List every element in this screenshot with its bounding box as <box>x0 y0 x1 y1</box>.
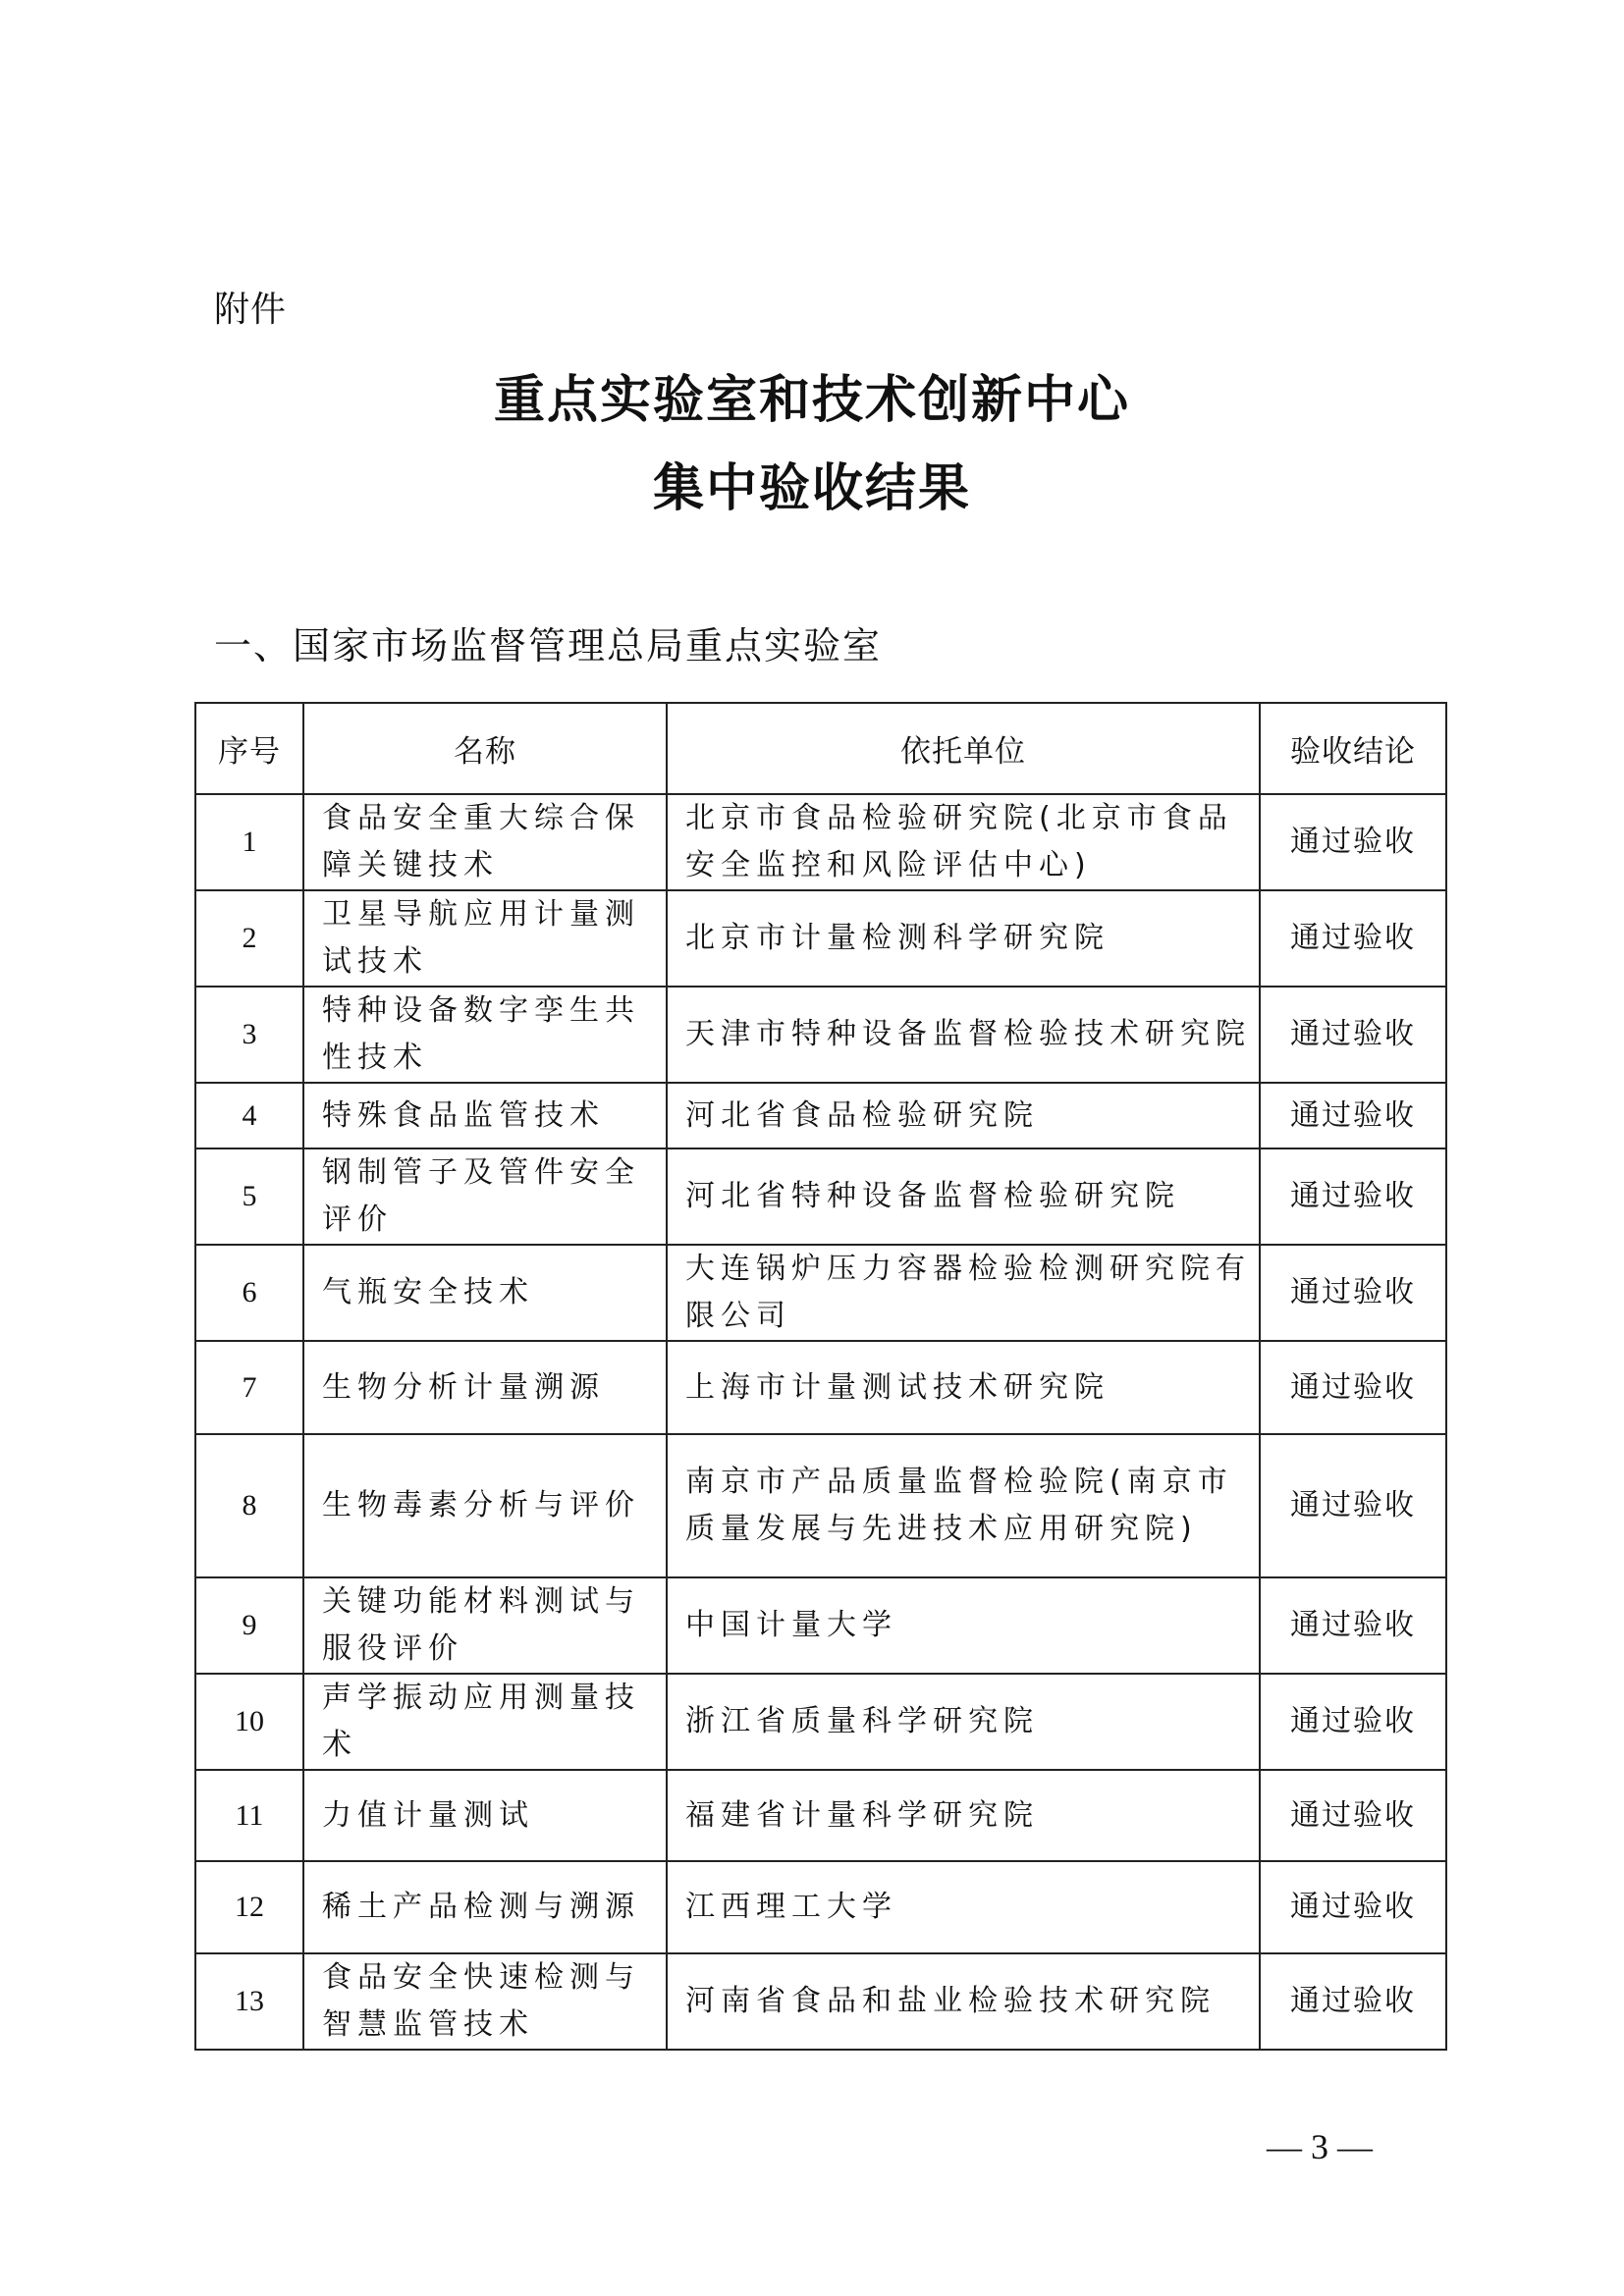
document-title-line-1: 重点实验室和技术创新中心 <box>493 370 1130 430</box>
table-row <box>195 1770 1446 1861</box>
row-org: 福建省计量科学研究院 <box>667 1770 1260 1861</box>
row-no: 13 <box>195 1953 303 2050</box>
header-result: 验收结论 <box>1260 703 1446 794</box>
table-row <box>195 1953 1446 2050</box>
row-result: 通过验收 <box>1260 794 1446 890</box>
table-row <box>195 1861 1446 1953</box>
row-no: 6 <box>195 1245 303 1341</box>
page-number: — 3 — <box>1267 2127 1373 2166</box>
row-name: 钢制管子及管件安全评价 <box>303 1148 667 1245</box>
document-title-line-2: 集中验收结果 <box>652 458 971 518</box>
row-result: 通过验收 <box>1260 1861 1446 1953</box>
row-name: 特种设备数字孪生共性技术 <box>303 987 667 1083</box>
table-row <box>195 1245 1446 1341</box>
row-name: 卫星导航应用计量测试技术 <box>303 890 667 987</box>
row-no: 7 <box>195 1341 303 1434</box>
row-org: 中国计量大学 <box>667 1577 1260 1674</box>
row-name: 生物毒素分析与评价 <box>303 1434 667 1577</box>
table-row <box>195 794 1446 890</box>
table-row <box>195 1577 1446 1674</box>
table-row <box>195 890 1446 987</box>
row-no: 8 <box>195 1434 303 1577</box>
row-result: 通过验收 <box>1260 1341 1446 1434</box>
table-row <box>195 1341 1446 1434</box>
row-result: 通过验收 <box>1260 1674 1446 1770</box>
row-org: 南京市产品质量监督检验院(南京市质量发展与先进技术应用研究院) <box>667 1434 1260 1577</box>
results-table <box>194 702 1447 2051</box>
row-org: 河北省食品检验研究院 <box>667 1083 1260 1148</box>
row-result: 通过验收 <box>1260 1148 1446 1245</box>
row-org: 大连锅炉压力容器检验检测研究院有限公司 <box>667 1245 1260 1341</box>
row-name: 关键功能材料测试与服役评价 <box>303 1577 667 1674</box>
row-result: 通过验收 <box>1260 987 1446 1083</box>
table-row <box>195 1083 1446 1148</box>
row-no: 5 <box>195 1148 303 1245</box>
row-org: 北京市计量检测科学研究院 <box>667 890 1260 987</box>
row-no: 1 <box>195 794 303 890</box>
table-header-row <box>195 703 1446 794</box>
row-org: 河北省特种设备监督检验研究院 <box>667 1148 1260 1245</box>
table-row <box>195 1674 1446 1770</box>
row-name: 食品安全重大综合保障关键技术 <box>303 794 667 890</box>
row-name: 声学振动应用测量技术 <box>303 1674 667 1770</box>
row-org: 江西理工大学 <box>667 1861 1260 1953</box>
row-result: 通过验收 <box>1260 1770 1446 1861</box>
row-no: 9 <box>195 1577 303 1674</box>
row-no: 11 <box>195 1770 303 1861</box>
row-org: 河南省食品和盐业检验技术研究院 <box>667 1953 1260 2050</box>
row-org: 浙江省质量科学研究院 <box>667 1674 1260 1770</box>
row-no: 12 <box>195 1861 303 1953</box>
header-no: 序号 <box>195 703 303 794</box>
row-name: 力值计量测试 <box>303 1770 667 1861</box>
row-name: 生物分析计量溯源 <box>303 1341 667 1434</box>
row-name: 气瓶安全技术 <box>303 1245 667 1341</box>
attachment-label: 附件 <box>214 290 288 330</box>
table-row <box>195 987 1446 1083</box>
row-result: 通过验收 <box>1260 1577 1446 1674</box>
row-no: 10 <box>195 1674 303 1770</box>
row-no: 4 <box>195 1083 303 1148</box>
row-org: 北京市食品检验研究院(北京市食品安全监控和风险评估中心) <box>667 794 1260 890</box>
row-name: 食品安全快速检测与智慧监管技术 <box>303 1953 667 2050</box>
section-heading: 一、国家市场监督管理总局重点实验室 <box>214 624 883 667</box>
table-row <box>195 1148 1446 1245</box>
row-result: 通过验收 <box>1260 1083 1446 1148</box>
row-no: 3 <box>195 987 303 1083</box>
row-result: 通过验收 <box>1260 1245 1446 1341</box>
row-name: 稀土产品检测与溯源 <box>303 1861 667 1953</box>
table-row <box>195 1434 1446 1577</box>
row-result: 通过验收 <box>1260 1953 1446 2050</box>
row-name: 特殊食品监管技术 <box>303 1083 667 1148</box>
header-org: 依托单位 <box>667 703 1260 794</box>
row-result: 通过验收 <box>1260 1434 1446 1577</box>
header-name: 名称 <box>303 703 667 794</box>
row-no: 2 <box>195 890 303 987</box>
row-org: 上海市计量测试技术研究院 <box>667 1341 1260 1434</box>
row-org: 天津市特种设备监督检验技术研究院 <box>667 987 1260 1083</box>
row-result: 通过验收 <box>1260 890 1446 987</box>
